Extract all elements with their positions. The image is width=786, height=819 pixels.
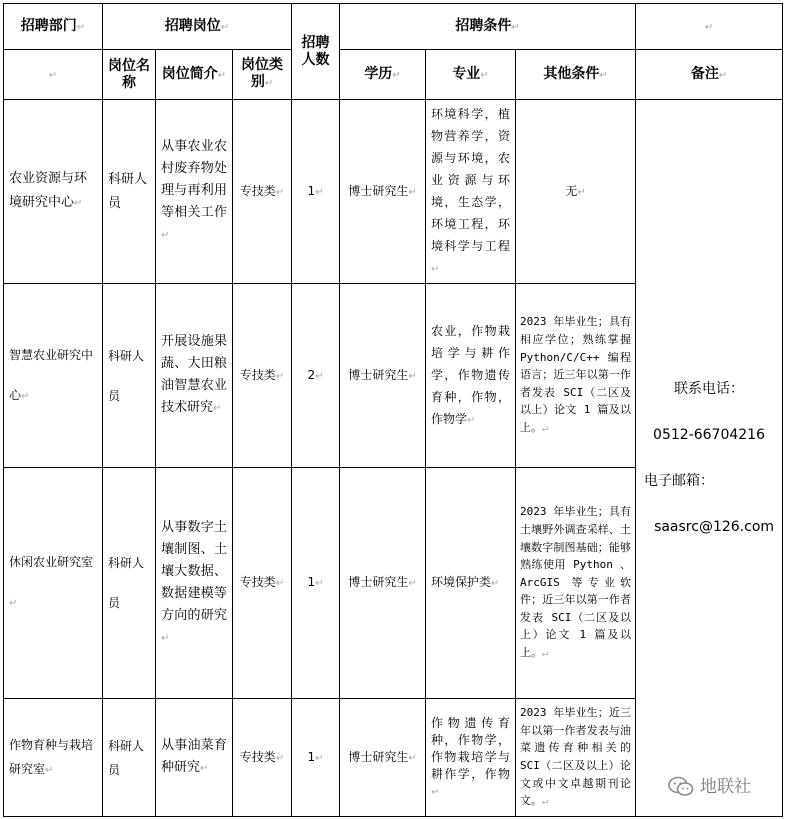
wechat-icon <box>668 776 694 798</box>
cell-other: 2023 年毕业生；具有相应学位；熟练掌握 Python/C/C++ 编程语言；近三年以第一作者发表 SCI（二区及以上）论文 1 篇及以上。↵ <box>516 284 636 468</box>
email-label: 电子邮箱： <box>644 473 715 489</box>
header-remark: 备注↵ <box>636 50 783 100</box>
cell-remark <box>636 100 783 817</box>
cell-post-type: 专技类↵ <box>233 468 292 699</box>
header-post-name: 岗位名称 <box>103 50 156 100</box>
cell-major: 环境保护类↵ <box>426 468 516 699</box>
cell-dept: 休闲农业研究室↵ <box>4 468 103 699</box>
header-conditions: 招聘条件↵ <box>340 4 636 50</box>
watermark-text: 地联社 <box>700 777 751 797</box>
header-education: 学历↵ <box>340 50 426 100</box>
cell-post-type: 专技类↵ <box>233 284 292 468</box>
cell-major: 作物遗传育种，作物学，作物栽培学与耕作学，作物↵ <box>426 699 516 817</box>
cell-post-name: 科研人员 <box>103 100 156 284</box>
header-post-intro: 岗位简介↵ <box>156 50 233 100</box>
header-major: 专业↵ <box>426 50 516 100</box>
header-row-1 <box>4 4 783 50</box>
cell-education: 博士研究生↵ <box>340 699 426 817</box>
table-row <box>4 100 783 284</box>
header-other: 其他条件↵ <box>516 50 636 100</box>
cell-other: 2023 年毕业生；具有土壤野外调查采样、土壤数字制图基础；能够熟练使用 Python 、ArcGIS 等专业软件；近三年以第一作者发表 SCI（二区及以上）论文 1 篇及以上。↵ <box>516 468 636 699</box>
cell-major: 农业，作物栽培学与耕作学，作物遗传育种，作物，作物学↵ <box>426 284 516 468</box>
email-address: saasrc@126.com <box>654 519 775 535</box>
cell-education: 博士研究生↵ <box>340 468 426 699</box>
cell-post-name: 科研人员 <box>103 468 156 699</box>
cell-post-type: 专技类↵ <box>233 699 292 817</box>
cell-dept: 作物育种与栽培研究室↵ <box>4 699 103 817</box>
header-count: 招聘人数 <box>292 4 340 100</box>
cell-post-name: 科研人员 <box>103 699 156 817</box>
cell-count: 1↵ <box>292 468 340 699</box>
cell-other: 2023 年毕业生；近三年以第一作者发表与油菜遗传育种相关的 SCI（二区及以上）论文或中文卓越期刊论文。↵ <box>516 699 636 817</box>
cell-post-intro: 从事数字土壤制图、土壤大数据、数据建模等方向的研究↵ <box>156 468 233 699</box>
cell-post-intro: 从事农业农村废弃物处理与再利用等相关工作↵ <box>156 100 233 284</box>
cell-other: 无↵ <box>516 100 636 284</box>
cell-post-type: 专技类↵ <box>233 100 292 284</box>
cell-major: 环境科学，植物营养学，资源与环境，农业资源与环境，生态学，环境工程，环境科学与工程↵ <box>426 100 516 284</box>
phone-label: 联系电话： <box>674 381 745 397</box>
header-post-type: 岗位类别↵ <box>233 50 292 100</box>
header-row-2 <box>4 50 783 100</box>
cell-dept: 农业资源与环境研究中心↵ <box>4 100 103 284</box>
cell-count: 1↵ <box>292 100 340 284</box>
header-empty: ↵ <box>636 4 783 50</box>
header-dept: 招聘部门↵ <box>4 4 103 50</box>
cell-post-intro: 从事油菜育种研究↵ <box>156 699 233 817</box>
cell-post-name: 科研人员 <box>103 284 156 468</box>
cell-post-intro: 开展设施果蔬、大田粮油智慧农业技术研究↵ <box>156 284 233 468</box>
header-post: 招聘岗位↵ <box>103 4 292 50</box>
watermark <box>668 772 751 798</box>
cell-education: 博士研究生↵ <box>340 100 426 284</box>
recruitment-table <box>3 3 783 817</box>
cell-education: 博士研究生↵ <box>340 284 426 468</box>
phone-number: 0512-66704216 <box>653 427 765 443</box>
cell-count: 2↵ <box>292 284 340 468</box>
cell-dept: 智慧农业研究中心↵ <box>4 284 103 468</box>
cell-count: 1↵ <box>292 699 340 817</box>
header-dept-blank: ↵ <box>4 50 103 100</box>
